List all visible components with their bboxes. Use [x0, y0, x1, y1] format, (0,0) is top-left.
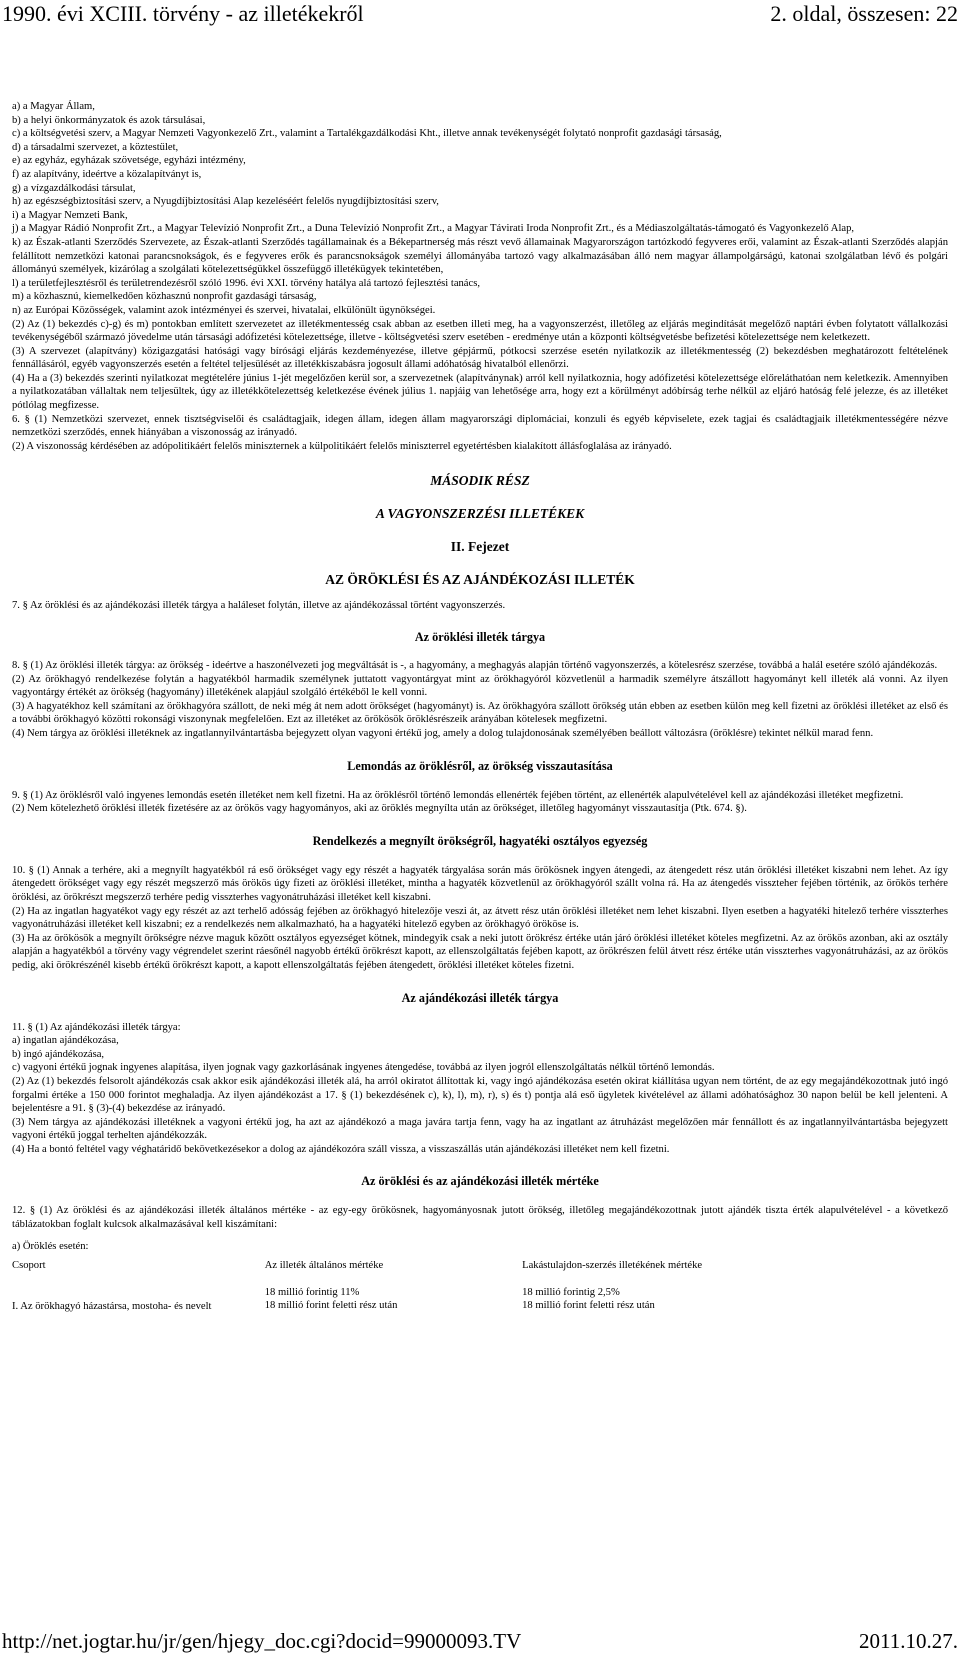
table-cell	[522, 1273, 948, 1314]
source-url: http://net.jogtar.hu/jr/gen/hjegy_doc.cgi?docid=99000093.TV	[2, 1629, 522, 1653]
paragraph: (2) Az (1) bekezdés felsorolt ajándékozás csak akkor esik ajándékozási illeték alá, ha arról okiratot állítottak ki, vagy ingó ajándékozása esetén okirat kiállítása ugyan nem történt, de az egy megajándékozottnak jutó ingó forgalmi értéke a 150 000 forintot meghaladja. Az ilyen ajándékozást a 17. § (1) bekezdésének c), k), l), m), r), s) és t) pontja alá eső ügyletek kivételével az állami adóhatósághoz 30 napon belül be kell jelenteni. A bejelentésre a 91. § (3)-(4) bekezdése az irányadó.	[12, 1075, 948, 1115]
paragraph: (2) Nem kötelezhető öröklési illeték fizetésére az az örökös vagy hagyományos, aki az öröklés megnyílta után az örökséget, illetőleg hagyományt visszautasítja (Ptk. 674. §).	[12, 803, 747, 815]
list-item: f) az alapítvány, ideértve a közalapítványt is,	[12, 168, 202, 180]
list-item: c) a költségvetési szerv, a Magyar Nemzeti Vagyonkezelő Zrt., valamint a Tartalékgazdálkodási Kht., illetve annak tevékenységét folytató nonprofit gazdasági társaság,	[12, 128, 722, 140]
paragraph: (3) A hagyatékhoz kell számítani az örökhagyóra szállott, de neki még át nem adott örökséget (hagyományt) is. Az örökhagyóra szállott örökség után ebben az esetben külön meg kell fizetni az öröklési illetéket az első és a további örökhagyó közötti rokonsági viszonynak megfelelően. Ezt az illetéket az örökösök öröklésrészeik arányában kötelesek megfizetni.	[12, 700, 948, 726]
paragraph: (2) A viszonosság kérdésében az adópolitikáért felelős miniszternek a külpolitikáért felelős miniszterrel egyetértésben kialakított állásfoglalása az irányadó.	[12, 440, 672, 452]
paragraph: (4) Nem tárgya az öröklési illetéknek az ingatlannyilvántartásba bejegyzett olyan vagyoni értékű jog, amely a dolog tulajdonosának személyében beállott változásra (öröklésre) tekintet nélkül marad fenn.	[12, 728, 874, 739]
paragraph: (3) Nem tárgya az ajándékozási illetéknek a vagyoni értékű jog, ha azt az ajándékozó a maga javára tartja fenn, vagy ha az ingatlant az átruházást megelőzően már fennállott és az ingatlannyilvántartásba bejegyzett vagyoni értékű joggal terhelten ajándékozzák.	[12, 1116, 948, 1142]
section-heading: Az ajándékozási illeték tárgya	[401, 990, 559, 1005]
paragraph: (4) Ha a bontó feltétel vagy véghatáridő bekövetkezésekor a dolog az ajándékozóra száll vissza, a visszaszállás után ajándékozási illetéket nem kell fizetni.	[12, 1143, 670, 1155]
table-cell	[265, 1273, 522, 1314]
list-item: a) ingatlan ajándékozása,	[12, 1035, 119, 1047]
list-item: j) a Magyar Rádió Nonprofit Zrt., a Magyar Televízió Nonprofit Zrt., a Duna Televízió Nonprofit Zrt., a Magyar Távirati Iroda Nonprofit Zrt., és a Médiaszolgáltatás-támogató és Vagyonkezelő Alap,	[12, 223, 855, 235]
table-row	[12, 1273, 948, 1314]
rate-line: 18 millió forintig 2,5%	[522, 1286, 620, 1298]
rate-line: 18 millió forintig 11%	[264, 1286, 360, 1298]
list-item: b) a helyi önkormányzatok és azok társulásai,	[12, 114, 206, 126]
table-header: Lakástulajdon-szerzés illetékének mértéke	[522, 1260, 703, 1272]
paragraph: 7. § Az öröklési és az ajándékozási illeték tárgya a haláleset folytán, illetve az ajándékozással történt vagyonszerzés.	[12, 600, 506, 612]
page-footer	[0, 1628, 960, 1654]
document-title: 1990. évi XCIII. törvény - az illetékekről	[2, 1, 364, 26]
rate-table	[12, 1259, 948, 1313]
list-item: d) a társadalmi szervezet, a köztestület,	[12, 141, 179, 153]
list-item: h) az egészségbiztosítási szerv, a Nyugdíjbiztosítási Alap kezeléséért felelős nyugdíjbiztosítási szerv,	[12, 196, 439, 208]
chapter-number: II. Fejezet	[450, 539, 510, 555]
list-item: k) az Észak-atlanti Szerződés Szervezete, az Észak-atlanti Szerződés tagállamainak és a Békepartnerség más részt vevő államainak Magyarországon tartózkodó fegyveres erői, valamint az Észak-atlanti Szerződés alapján felállított nemzetközi katonai parancsnokságok, és e fegyveres erők és parancsnokságok személyi állományába tartozó vagy alkalmazásában álló nem magyar állampolgárságú, katonai szolgálatban lévő és polgári állományú személyek, kizárólag a szolgálati kötelezettségükkel összefüggő illetékügyek tekintetében,	[12, 236, 948, 276]
paragraph: 8. § (1) Az öröklési illeték tárgya: az örökség - ideértve a haszonélvezeti jog megváltását is -, a hagyomány, a meghagyás alapján történő vagyonszerzés, a kötelesrész szerzése, továbbá a halál esetére szóló ajándékozás.	[12, 660, 938, 672]
list-item: c) vagyoni értékű jognak ingyenes alapítása, ilyen jognak vagy gazkorlásának ingyenes átengedése, továbbá az ilyen jogról ellenszolgáltatás nélkül történő lemondás.	[12, 1062, 715, 1074]
rate-line: 18 millió forint feletti rész után	[522, 1300, 655, 1312]
table-header: Csoport	[12, 1260, 46, 1272]
paragraph: 9. § (1) Az öröklésről való ingyenes lemondás esetén illetéket nem kell fizetni. Ha az öröklésről történő lemondás ellenérték fejében történt, az ellenérték alapulvételével kell az ajándékozási illetéket megfizetni.	[12, 789, 904, 801]
list-item: e) az egyház, egyházak szövetsége, egyházi intézmény,	[12, 155, 246, 167]
print-date: 2011.10.27.	[859, 1629, 958, 1653]
paragraph: (4) Ha a (3) bekezdés szerinti nyilatkozat megtételére június 1-jét megelőzően kerül sor, a szervezetnek (alapítványnak) arról kell nyilatkoznia, hogy adófizetési kötelezettsége előreláthatóan nem keletkezik. Amennyiben a nyilatkozatában vállaltak nem teljesültek, úgy az illetékkötelezettség keletkezése évének július 1. napjáig van lehetősége arra, hogy ezt a körülményt adóbírság terhe nélkül az eljáró hatóság felé jelezze, és az illetéket pótlólag megfizesse.	[12, 372, 948, 412]
rate-line: 18 millió forint feletti rész után	[264, 1300, 398, 1312]
paragraph: 10. § (1) Annak a terhére, aki a megnyílt hagyatékból rá eső örökséget vagy egy részét a hagyaték tárgyalása során más örökösnek ingyen átengedi, az átengedett rész után öröklési illetéket kiszabni nem lehet. Az így átengedett örökséget vagy egy részét megszerző más örökös úgy fizeti az öröklési illetéket, mintha a hagyaték közvetlenül az örökhagyóról szállt volna rá. Ha az átengedés visszteher fejében történik, az örökös terhére öröklési, az örökrészt megszerző terhére pedig visszterhes vagyonátruházási illetéket kell kiszabni.	[12, 864, 948, 903]
list-item: b) ingó ajándékozása,	[12, 1048, 105, 1060]
paragraph: 6. § (1) Nemzetközi szervezet, ennek tisztségviselői és családtagjaik, idegen állam, idegen állam magyarországi diplomáciai, konzuli és egyéb képviselete, ezek tagjai és családtagjaik illetékmentességére nézve nemzetközi szerződés, ennek hiányában a viszonosság az irányadó.	[12, 413, 948, 439]
list-item: n) az Európai Közösségek, valamint azok intézményei és szervei, hivatalai, elkülönült ügynökségei.	[12, 304, 436, 316]
paragraph: (3) A szervezet (alapítvány) közigazgatási hatósági vagy bírósági eljárás kezdeményezése, illetve gépjármű, pótkocsi szerzése esetén nyilatkozik az illetékmentesség (2) bekezdésben meghatározott feltételének fennállásáról, egyéb vagyonszerzés esetén a feltétel teljesülését az illetékkiszabásra jogosult állami adóhatóság hivatalból ellenőrzi.	[12, 345, 948, 371]
list-item: a) a Magyar Állam,	[12, 101, 95, 112]
table-header: Az illeték általános mértéke	[264, 1260, 384, 1272]
paragraph: a) Öröklés esetén:	[12, 1240, 89, 1252]
paragraph: (2) Az örökhagyó rendelkezése folytán a hagyatékból harmadik személynek juttatott vagyontárgyat mint az örökhagyóról közvetlenül a harmadik személyre átszállott hagyományt kell illeték alá vonni. Az ilyen vagyontárgy értékét az örökség (hagyomány) illetékének alapjául szolgáló értékéből le kell vonni.	[12, 673, 948, 699]
paragraph: (2) Ha az ingatlan hagyatékot vagy egy részét az azt terhelő adósság fejében az örökhagyó hitelezője veszi át, az átvett rész után öröklési illetéket nem lehet kiszabni. Ilyen esetben a hagyatéki hitelező terhére visszterhes vagyonátruházási illetéket kell kiszabni; ez a rendelkezés nem alkalmazható, ha a hagyatéki hitelező egyben az örökhagyó örököse is.	[12, 905, 948, 931]
section-heading: Rendelkezés a megnyílt örökségről, hagyatéki osztályos egyezség	[312, 833, 648, 848]
section-heading: Az öröklési és az ajándékozási illeték mértéke	[361, 1174, 599, 1189]
chapter-title: AZ ÖRÖKLÉSI ÉS AZ AJÁNDÉKOZÁSI ILLETÉK	[325, 572, 635, 588]
part-subtitle: A VAGYONSZERZÉSI ILLETÉKEK	[375, 506, 585, 522]
paragraph: 12. § (1) Az öröklési és az ajándékozási illeték általános mértéke - az egy-egy örökösnek, hagyományosnak jutott örökség, illetőleg megajándékozottnak jutott ajándék tiszta érték alapulvételével - a következő táblázatokban foglalt kulcsok alkalmazásával kell kiszámítani:	[12, 1205, 948, 1231]
part-title: MÁSODIK RÉSZ	[430, 473, 530, 489]
section-heading: Lemondás az öröklésről, az örökség visszautasítása	[347, 758, 613, 773]
list-item: i) a Magyar Nemzeti Bank,	[12, 209, 128, 221]
paragraph: 11. § (1) Az ajándékozási illeték tárgya:	[12, 1021, 181, 1033]
list-item: g) a vízgazdálkodási társulat,	[12, 182, 136, 194]
section-heading: Az öröklési illeték tárgya	[414, 630, 546, 645]
table-cell: I. Az örökhagyó házastársa, mostoha- és nevelt	[12, 1300, 212, 1312]
document-body	[12, 100, 948, 1313]
list-item: l) a területfejlesztésről és területrendezésről szóló 1996. évi XXI. törvény hatálya alá tartozó fejlesztési tanács,	[12, 277, 480, 289]
paragraph: (3) Ha az örökösök a megnyílt örökségre nézve maguk között osztályos egyezséget kötnek, mindegyik csak a neki jutott örökrész értéke után járó öröklési illetéket köteles megfizetni. Az az örökös azonban, aki az osztály alapján a hagyatékból a törvény vagy végrendelet szerint ráesőnél nagyobb értékű örökrészt kapott, az ellenszolgáltatás fejében kapott, az örökrészen felül átvett rész értéke után visszterhes vagyonátruházási, az az örökös pedig, aki örökrészénél kisebb értékű örökrészt kapott, a kapott ellenszolgáltatás fejében átengedett, öröklési illetéket köteles fizetni.	[12, 932, 948, 971]
page-number: 2. oldal, összesen: 22	[770, 1, 958, 26]
paragraph: (2) Az (1) bekezdés c)-g) és m) pontokban említett szervezetet az illetékmentesség csak abban az esetben illeti meg, ha a vagyonszerzést, illetőleg az eljárás megindítását megelőző naptári évben folytatott vállalkozási tevékenységéből származó jövedelme után társasági adófizetési kötelezettsége, illetve - költségvetési szerv esetében - eredménye után a központi költségvetésbe befizetési kötelezettsége nem keletkezett.	[12, 318, 948, 344]
list-item: m) a közhasznú, kiemelkedően közhasznú nonprofit gazdasági társaság,	[12, 291, 317, 303]
table-header-row	[12, 1259, 948, 1273]
page-header	[0, 0, 960, 28]
